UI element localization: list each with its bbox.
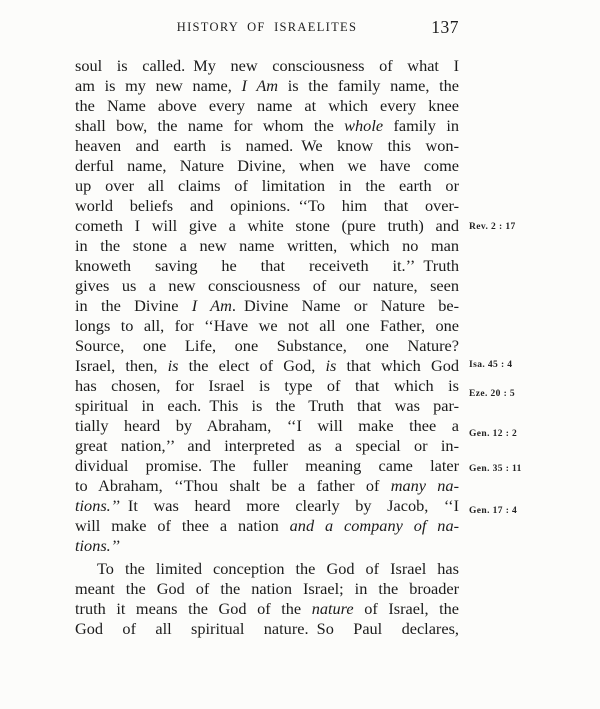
scripture-margin-note: Eze. 20 : 5	[469, 389, 516, 399]
italic-text-run: whole	[344, 116, 384, 135]
text-run: in the Divine	[75, 296, 192, 315]
italic-text-run: many na-	[390, 476, 459, 495]
text-line	[75, 136, 459, 156]
text-run: Source, one Life, one Substance, one Nature?	[75, 336, 459, 355]
text-run: in the stone a new name written, which no man	[75, 236, 459, 255]
text-run: God of all spiritual nature. So Paul declares,	[75, 619, 459, 638]
text-line	[75, 296, 459, 316]
scripture-margin-note: Gen. 35 : 11	[469, 464, 522, 474]
text-run: great nation,’’ and interpreted as a special or in-	[75, 436, 459, 455]
text-line	[75, 416, 518, 439]
italic-text-run: nature	[311, 599, 354, 618]
paragraph	[75, 56, 522, 556]
text-line	[75, 176, 459, 196]
text-run: dividual promise. The fuller meaning came later	[75, 456, 459, 475]
text-line	[75, 76, 459, 96]
text-run: world beliefs and opinions. ‘‘To him that over-	[75, 196, 459, 215]
scripture-margin-note: Rev. 2 : 17	[469, 222, 516, 232]
text-column	[75, 17, 522, 639]
text-run: shall bow, the name for whom the	[75, 116, 345, 135]
text-run: spiritual in each. This is the Truth that was par-	[75, 396, 459, 415]
text-line	[75, 96, 459, 116]
text-line	[75, 316, 459, 336]
text-line	[75, 396, 459, 416]
text-line	[75, 216, 516, 236]
paragraph	[75, 559, 459, 639]
italic-text-run: is	[167, 356, 179, 375]
scripture-margin-note: Gen. 12 : 2	[469, 429, 518, 439]
running-title: HISTORY OF ISRAELITES	[176, 20, 358, 34]
text-line	[75, 256, 459, 276]
text-run: meant the God of the nation Israel; in the broader	[75, 579, 459, 598]
text-run: the Name above every name at which every knee	[75, 96, 459, 115]
text-run: truth it means the God of the	[75, 599, 312, 618]
text-line	[75, 536, 459, 556]
text-line	[75, 336, 459, 356]
text-run: to Abraham, ‘‘Thou shalt be a father of	[75, 476, 391, 495]
text-line	[75, 619, 459, 639]
text-run: It was heard more clearly by Jacob, ‘‘I	[119, 496, 459, 515]
text-line	[75, 559, 459, 579]
text-run: tially heard by Abraham, ‘‘I will make thee a	[75, 416, 459, 435]
page-number: 137	[431, 17, 459, 37]
text-line	[75, 376, 516, 399]
text-run: of Israel, the	[353, 599, 460, 618]
italic-text-run: tions.’’	[75, 496, 120, 515]
italic-text-run: is	[325, 356, 337, 375]
text-run: will make of thee a nation	[75, 516, 290, 535]
text-run: cometh I will give a white stone (pure truth) and	[75, 216, 459, 235]
text-run: that which God	[336, 356, 460, 375]
text-line	[75, 276, 459, 296]
scripture-margin-note: Isa. 45 : 4	[469, 360, 513, 370]
text-line	[75, 356, 513, 376]
text-run: Israel, then,	[75, 356, 168, 375]
text-run: family in	[383, 116, 459, 135]
italic-text-run: and a company of na-	[289, 516, 460, 535]
text-run: knoweth saving he that receiveth it.’’ Truth	[75, 256, 459, 275]
text-line	[75, 156, 459, 176]
italic-text-run: tions.’’	[75, 536, 120, 555]
italic-text-run: I Am	[241, 76, 279, 95]
text-line	[75, 476, 459, 496]
text-line	[75, 579, 459, 599]
text-run: has chosen, for Israel is type of that which is	[75, 376, 459, 395]
text-run: the elect of God,	[178, 356, 326, 375]
text-run: To the limited conception the God of Israel has	[97, 559, 459, 578]
text-line	[75, 436, 459, 456]
text-line	[75, 236, 459, 256]
text-line	[75, 496, 518, 516]
scripture-margin-note: Gen. 17 : 4	[469, 506, 518, 516]
italic-text-run: I Am	[191, 296, 232, 315]
text-line	[75, 56, 459, 76]
text-line	[75, 599, 459, 619]
text-run: . Divine Name or Nature be-	[231, 296, 460, 315]
text-run: derful name, Nature Divine, when we have come	[75, 156, 459, 175]
body-text	[75, 56, 522, 639]
text-run: am is my new name,	[75, 76, 242, 95]
text-line	[75, 116, 459, 136]
text-run: up over all claims of limitation in the earth or	[75, 176, 459, 195]
text-line	[75, 196, 459, 216]
text-run: longs to all, for ‘‘Have we not all one Father, one	[75, 316, 459, 335]
text-run: heaven and earth is named. We know this won-	[75, 136, 459, 155]
page-header	[75, 17, 459, 37]
text-run: soul is called. My new consciousness of what I	[75, 56, 459, 75]
text-run: is the family name, the	[278, 76, 459, 95]
text-line	[75, 456, 522, 476]
text-run: gives us a new consciousness of our nature, seen	[75, 276, 459, 295]
text-line	[75, 516, 459, 536]
